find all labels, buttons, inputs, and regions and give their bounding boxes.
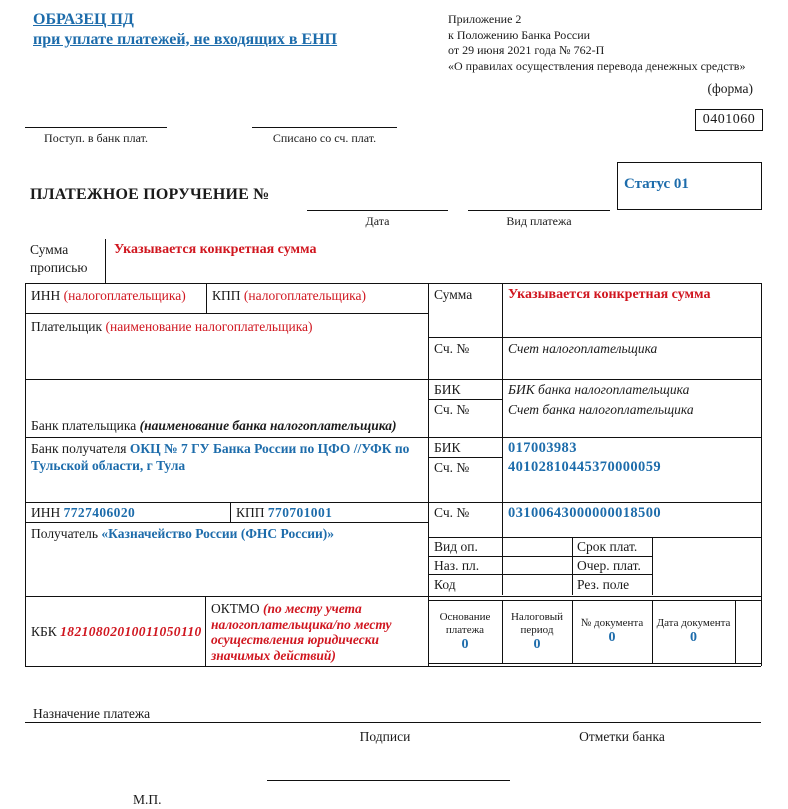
recipient-bank-account-value: 40102810445370000059 bbox=[508, 459, 661, 475]
status-box bbox=[617, 162, 762, 210]
recipient-value: «Казначейство России (ФНС России)» bbox=[101, 526, 334, 541]
table-line bbox=[428, 556, 652, 557]
payer-inn-hint: (налогоплательщика) bbox=[63, 288, 186, 303]
table-line bbox=[25, 596, 761, 597]
table-line bbox=[428, 537, 761, 538]
sample-note-line2: при уплате платежей, не входящих в ЕНП bbox=[33, 30, 338, 48]
signature-line bbox=[267, 780, 510, 781]
payment-basis-value: 0 bbox=[461, 636, 469, 652]
payer-label: Плательщик bbox=[31, 319, 103, 334]
payer-inn-cell bbox=[31, 288, 186, 305]
payment-order-title: ПЛАТЕЖНОЕ ПОРУЧЕНИЕ № bbox=[30, 186, 270, 203]
payer-bank-account-label: Сч. № bbox=[434, 402, 470, 417]
annex-line: к Положению Банка России bbox=[448, 27, 591, 42]
sum-in-words-label-line1: Сумма bbox=[30, 242, 69, 257]
kbk-value: 18210802010011050110 bbox=[60, 624, 202, 639]
table-line bbox=[652, 537, 653, 595]
table-line bbox=[428, 399, 502, 400]
received-bank-line bbox=[25, 127, 167, 128]
op-type-label: Вид оп. bbox=[434, 539, 478, 554]
payer-kpp-label: КПП bbox=[212, 288, 241, 303]
doc-date-label: Дата документа bbox=[656, 617, 731, 629]
payer-bank-bik-value: БИК банка налогоплательщика bbox=[508, 382, 690, 397]
annex-line: Приложение 2 bbox=[448, 12, 522, 26]
payer-bank-account-value: Счет банка налогоплательщика bbox=[508, 402, 694, 417]
table-line bbox=[205, 596, 206, 666]
recipient-kpp-label: КПП bbox=[236, 505, 265, 520]
payer-hint: (наименование налогоплательщика) bbox=[105, 319, 313, 334]
sum-value: Указывается конкретная сумма bbox=[508, 287, 711, 302]
payer-kpp-cell bbox=[212, 288, 366, 305]
payer-account-value: Счет налогоплательщика bbox=[508, 341, 658, 356]
payer-bank-hint: (наименование банка налогоплательщика) bbox=[139, 418, 397, 433]
table-line bbox=[25, 283, 26, 666]
stamp-label: М.П. bbox=[133, 792, 162, 807]
recipient-account-label: Сч. № bbox=[434, 505, 470, 520]
payer-bank-label: Банк плательщика bbox=[31, 418, 137, 433]
oktmo-label: ОКТМО bbox=[211, 601, 260, 616]
purpose-line bbox=[25, 722, 761, 723]
recipient-bank-bik-value: 017003983 bbox=[508, 440, 577, 456]
tax-period-cell bbox=[502, 600, 572, 663]
form-code-box bbox=[695, 109, 763, 131]
recipient-inn-cell bbox=[31, 505, 135, 522]
date-label: Дата bbox=[365, 214, 390, 228]
purpose-label: Назначение платежа bbox=[33, 706, 151, 721]
payment-basis-cell bbox=[428, 600, 502, 663]
payment-basis-label: Основание платежа bbox=[439, 610, 491, 636]
table-line bbox=[572, 537, 573, 595]
sum-label: Сумма bbox=[434, 287, 473, 302]
recipient-inn-value: 7727406020 bbox=[63, 505, 136, 520]
debited-account-line bbox=[252, 127, 397, 128]
table-line bbox=[735, 600, 736, 663]
payer-account-label: Сч. № bbox=[434, 341, 470, 356]
tax-period-value: 0 bbox=[533, 636, 541, 652]
sum-in-words-label-line2: прописью bbox=[30, 260, 88, 275]
oktmo-cell bbox=[211, 601, 424, 663]
table-line bbox=[25, 666, 761, 667]
kbk-label: КБК bbox=[31, 624, 57, 639]
pay-purpose-label: Наз. пл. bbox=[434, 558, 480, 573]
recipient-bank-label: Банк получателя bbox=[31, 441, 127, 456]
annex-line: от 29 июня 2021 года № 762-П bbox=[448, 43, 605, 57]
recipient-inn-label: ИНН bbox=[31, 505, 61, 520]
priority-label: Очер. плат. bbox=[577, 558, 641, 573]
status-value: Статус 01 bbox=[624, 176, 689, 192]
doc-number-cell bbox=[572, 600, 652, 663]
sum-in-words-divider bbox=[105, 239, 106, 283]
due-date-label: Срок плат. bbox=[577, 539, 638, 554]
reserve-label: Рез. поле bbox=[577, 577, 630, 592]
payment-type-line bbox=[468, 210, 610, 211]
sample-note-line1: ОБРАЗЕЦ ПД bbox=[33, 11, 134, 28]
doc-number-label: № документа bbox=[580, 617, 644, 629]
table-line bbox=[230, 502, 231, 522]
sum-in-words-label bbox=[30, 241, 87, 277]
debited-account-label: Списано со сч. плат. bbox=[272, 131, 377, 145]
payer-bank-cell bbox=[31, 418, 425, 435]
recipient-cell bbox=[31, 526, 423, 543]
signatures-label: Подписи bbox=[359, 729, 411, 744]
sum-in-words-value: Указывается конкретная сумма bbox=[114, 242, 317, 257]
table-line bbox=[25, 313, 428, 314]
tax-period-label: Налоговый период bbox=[510, 610, 564, 636]
payer-inn-label: ИНН bbox=[31, 288, 61, 303]
payer-cell bbox=[31, 319, 423, 336]
annex-note bbox=[448, 12, 778, 74]
table-line bbox=[25, 437, 761, 438]
recipient-kpp-cell bbox=[236, 505, 332, 522]
received-bank-label: Поступ. в банк плат. bbox=[44, 131, 148, 145]
table-line bbox=[761, 283, 762, 666]
table-line bbox=[206, 283, 207, 313]
date-line bbox=[307, 210, 448, 211]
recipient-account-value: 03100643000000018500 bbox=[508, 505, 661, 521]
recipient-bank-value: ОКЦ № 7 ГУ Банка России по ЦФО //УФК по Тульской области, г Тула bbox=[31, 441, 410, 473]
oktmo-hint: (по месту учета налогоплательщика/по месту осуществления юридически значимых действий) bbox=[211, 601, 392, 663]
table-line bbox=[428, 663, 761, 664]
table-line bbox=[25, 379, 761, 380]
table-line bbox=[25, 283, 761, 284]
payer-kpp-hint: (налогоплательщика) bbox=[243, 288, 367, 303]
table-line bbox=[428, 457, 502, 458]
recipient-bank-account-label: Сч. № bbox=[434, 460, 470, 475]
doc-date-value: 0 bbox=[690, 630, 697, 645]
payment-type-label: Вид платежа bbox=[506, 214, 572, 228]
sample-note bbox=[33, 10, 337, 49]
code-label: Код bbox=[434, 577, 456, 592]
forma-label: (форма) bbox=[707, 81, 753, 96]
table-line bbox=[25, 502, 761, 503]
table-line bbox=[502, 283, 503, 595]
doc-number-value: 0 bbox=[608, 630, 616, 645]
table-line bbox=[428, 337, 761, 338]
recipient-kpp-value: 770701001 bbox=[267, 505, 333, 520]
recipient-label: Получатель bbox=[31, 526, 99, 541]
form-code: 0401060 bbox=[702, 112, 756, 127]
table-line bbox=[25, 522, 428, 523]
recipient-bank-cell bbox=[31, 440, 425, 474]
payer-bank-bik-label: БИК bbox=[434, 382, 461, 397]
doc-date-cell bbox=[652, 600, 735, 663]
annex-line: «О правилах осуществления перевода денежных средств» bbox=[448, 58, 746, 73]
recipient-bank-bik-label: БИК bbox=[434, 440, 461, 455]
kbk-cell bbox=[31, 624, 202, 641]
bank-marks-label: Отметки банка bbox=[579, 729, 665, 744]
